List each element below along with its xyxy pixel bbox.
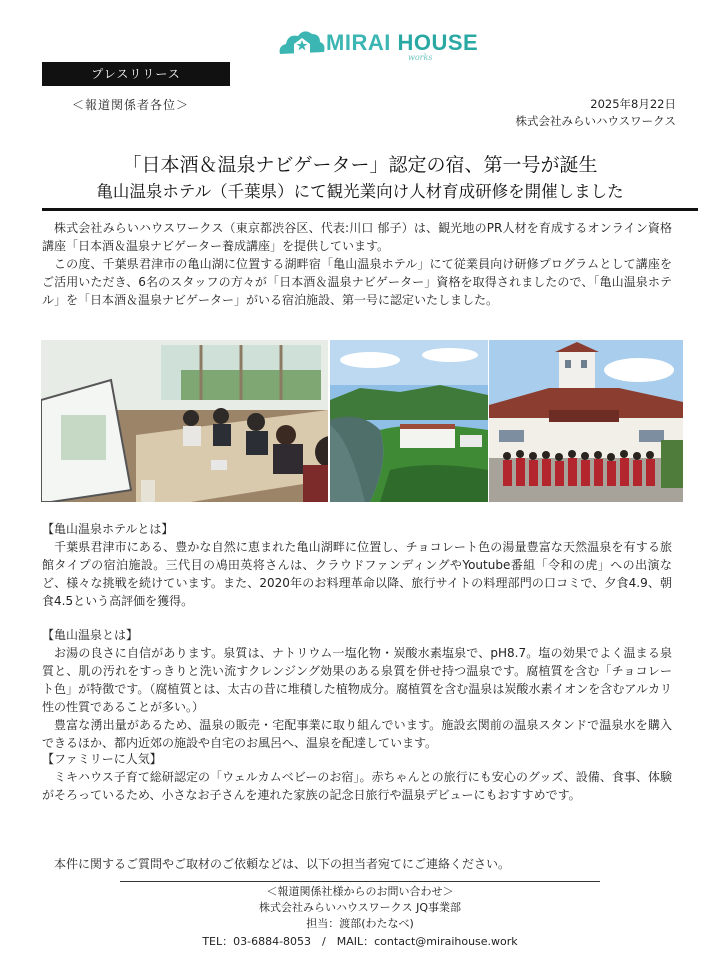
section-title-family: 【ファミリーに人気】 <box>42 752 162 766</box>
section-paragraph: お湯の良さに自信があります。泉質は、ナトリウム一塩化物・炭酸水素塩泉で、pH8.7。塩の効果でよく温まる泉質と、肌の汚れをすっきりと洗い流すクレンジング効果のある泉質を併せ持つ温泉です。腐植質を含む「チョコレート色」が特徴です。（腐植質とは、太古の昔に堆積した植物成分。腐植質を含む温泉は炭酸水素イオンを含むアルカリ性の性質であることが多い。） <box>42 646 672 714</box>
house-star-icon <box>274 24 334 64</box>
intro <box>42 219 672 309</box>
contact-tel-mail: TEL：03-6884-8053 / MAIL：contact@miraihouse.work <box>202 935 518 948</box>
section-body-family <box>42 768 672 804</box>
training-room-photo <box>41 340 328 502</box>
section-paragraph: 豊富な湧出量があるため、温泉の販売・宅配事業に取り組んでいます。施設玄関前の温泉スタンドで温泉水を購入できるほか、都内近郊の施設や自宅のお風呂へ、温泉を配達しています。 <box>42 718 672 750</box>
section-title-onsen: 【亀山温泉とは】 <box>42 628 139 642</box>
contact-divider <box>120 881 600 882</box>
contact-heading: ＜報道関係社様からのお問い合わせ＞ <box>266 885 454 898</box>
hotel-staff-photo <box>489 340 683 502</box>
company-name: 株式会社みらいハウスワークス <box>515 114 676 128</box>
contact-person: 担当：渡部(わたなべ) <box>306 917 414 930</box>
closing-note <box>42 855 672 873</box>
section-body-onsen <box>42 644 672 752</box>
release-date: 2025年8月22日 <box>590 97 676 111</box>
subheadline: 亀山温泉ホテル（千葉県）にて観光業向け人材育成研修を開催しました <box>96 182 624 201</box>
closing-text: 本件に関するご質問やご取材のご依頼などは、以下の担当者宛てにご連絡ください。 <box>54 857 511 871</box>
section-paragraph: ミキハウス子育て総研認定の「ウェルカムベビーのお宿」。赤ちゃんとの旅行にも安心のグッズ、設備、食事、体験がそろっているため、小さなお子さんを連れた家族の記念日旅行や温泉デビューにもおすすめです。 <box>42 770 672 802</box>
section-title-hotel: 【亀山温泉ホテルとは】 <box>42 522 174 536</box>
brand-name <box>326 30 478 56</box>
lake-aerial-photo <box>330 340 488 502</box>
intro-paragraph-1: 株式会社みらいハウスワークス（東京都渋谷区、代表:川口 郁子）は、観光地のPR人材を育成するオンライン資格講座「日本酒＆温泉ナビゲーター養成講座」を提供しています。 <box>42 221 672 253</box>
press-release-badge: プレスリリース <box>42 62 230 86</box>
brand-house: HOUSE <box>397 30 479 55</box>
section-paragraph: 千葉県君津市にある、豊かな自然に恵まれた亀山湖畔に位置し、チョコレート色の湯量豊富な天然温泉を有する旅館タイプの宿泊施設。三代目の鳰田英将さんは、クラウドファンディングやYoutube番組「令和の虎」への出演など、様々な挑戦を続けています。また、2020年のお料理革命以降、旅行サイトの料理部門の口コミで、夕食4.9、朝食4.5という高評価を獲得。 <box>42 540 672 608</box>
contact-department: 株式会社みらいハウスワークス JQ事業部 <box>259 901 461 914</box>
salutation: ＜報道関係者各位＞ <box>72 98 190 112</box>
brand-sub: works <box>408 53 433 62</box>
brand-main: MIRAI <box>326 30 391 55</box>
intro-paragraph-2: この度、千葉県君津市の亀山湖に位置する湖畔宿「亀山温泉ホテル」にて従業員向け研修プログラムとして講座をご活用いただき、6名のスタッフの方々が「日本酒＆温泉ナビゲーター」資格を取得されましたので、「亀山温泉ホテル」を「日本酒＆温泉ナビゲーター」がいる宿泊施設、第一号に認定いたしました。 <box>42 257 672 307</box>
section-body-hotel <box>42 538 672 610</box>
headline: 「日本酒＆温泉ナビゲーター」認定の宿、第一号が誕生 <box>122 154 598 176</box>
headline-divider <box>42 208 698 211</box>
